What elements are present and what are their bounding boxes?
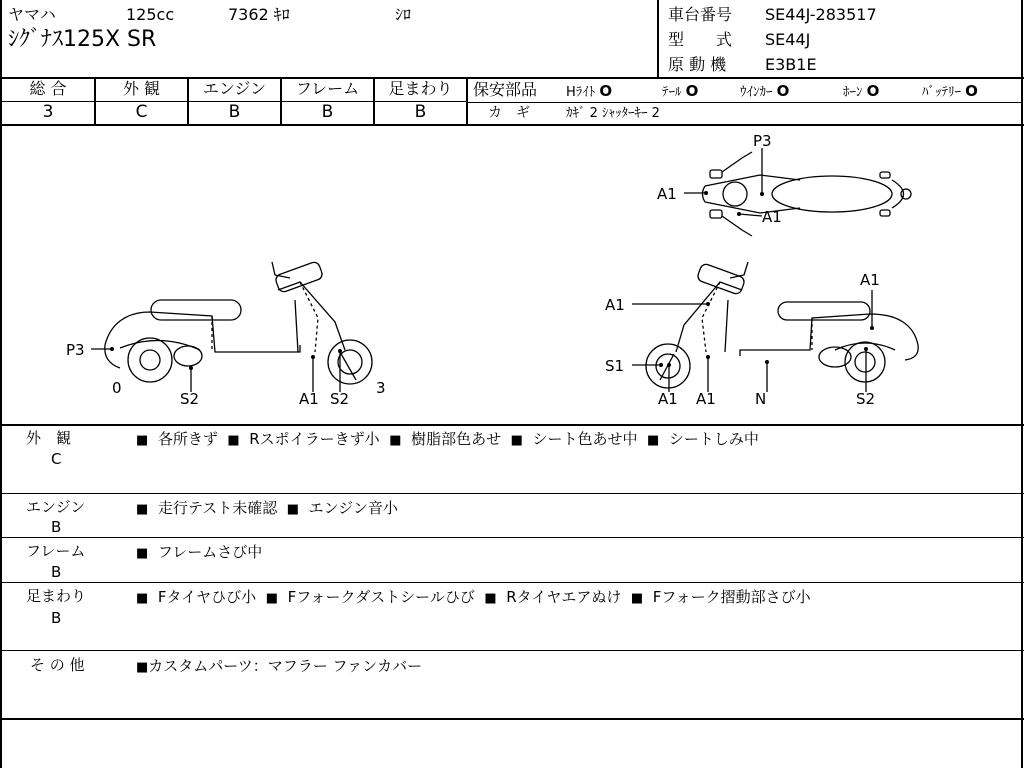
right-label-s1: S1: [605, 357, 625, 375]
section-frame-grade: B: [51, 563, 62, 581]
top-label-a1-left: A1: [657, 185, 677, 203]
section-other-notes: ■カスタムパーツ：マフラー ファンカバー: [136, 657, 423, 675]
rating-value-frame: B: [321, 102, 334, 122]
section-suspension-grade: B: [51, 609, 62, 627]
note: シート色あせ中: [532, 430, 638, 448]
model-name: ｼｸﾞﾅｽ125X SR: [8, 27, 157, 52]
left-label-p3: P3: [66, 341, 85, 359]
safety-item-battery: ﾊﾞｯﾃﾘｰ O: [922, 82, 978, 100]
top-label-a1-right: A1: [762, 208, 782, 226]
safety-item-tail: ﾃｰﾙ O: [662, 82, 699, 100]
note: 各所きず: [157, 430, 218, 448]
note: エンジン音小: [308, 499, 398, 517]
rule-col5: [466, 78, 468, 125]
left-label-a1: A1: [299, 390, 319, 408]
right-label-a1-wheel: A1: [658, 390, 678, 408]
rule-sec1: [0, 493, 1024, 494]
safety-item-horn: ﾎｰﾝ O: [843, 82, 880, 100]
safety-item-headlight: Hﾗｲﾄ O: [566, 82, 613, 100]
top-label-p3: P3: [753, 132, 772, 150]
rating-header-engine: エンジン: [202, 79, 267, 98]
key-label: カ ギ: [488, 105, 530, 121]
engine-label: 原 動 機: [668, 55, 727, 74]
section-frame-notes: ■ フレームさび中: [136, 543, 263, 561]
note: Rタイヤエアぬけ: [506, 588, 622, 606]
right-label-a1-seat: A1: [860, 271, 880, 289]
left-label-s2-front: S2: [330, 390, 350, 408]
section-engine-title: エンジン: [26, 498, 86, 516]
mileage: 7362 ｷﾛ: [228, 5, 290, 24]
left-label-s2-rear: S2: [180, 390, 200, 408]
section-exterior-notes: ■ 各所きず ■ Rスポイラーきず小 ■ 樹脂部色あせ ■ シート色あせ中 ■ シートしみ中: [136, 430, 759, 448]
note: フレームさび中: [157, 543, 263, 561]
rating-header-overall: 総 合: [29, 79, 67, 98]
section-other-title: そ の 他: [30, 656, 85, 674]
rating-value-suspension: B: [414, 102, 427, 122]
rating-value-engine: B: [228, 102, 241, 122]
rule-sec3: [0, 582, 1024, 583]
section-exterior-title: 外 観: [26, 429, 72, 447]
displacement: 125cc: [126, 5, 175, 24]
scooter-top-view: [703, 152, 912, 236]
left-label-0: 0: [112, 379, 122, 397]
note: Fフォーク摺動部さび小: [652, 588, 811, 606]
note: カスタムパーツ：マフラー ファンカバー: [148, 657, 423, 675]
rating-value-overall: 3: [42, 102, 54, 122]
section-frame-title: フレーム: [26, 542, 86, 560]
left-label-3: 3: [376, 379, 386, 397]
rating-header-suspension: 足まわり: [388, 79, 453, 98]
damage-diagram: [0, 126, 1022, 424]
section-suspension-notes: ■ Fタイヤひび小 ■ Fフォークダストシールひび ■ Rタイヤエアぬけ ■ Fフォーク摺動部さび小: [136, 588, 811, 606]
note: シートしみ中: [668, 430, 759, 448]
right-label-s2: S2: [856, 390, 876, 408]
rating-header-exterior: 外 観: [122, 79, 161, 98]
frame-number-label: 車台番号: [668, 5, 733, 24]
section-engine-grade: B: [51, 518, 62, 536]
type-label: 型 式: [668, 30, 733, 49]
rule-diagram-bottom: [0, 424, 1024, 426]
note: Fフォークダストシールひび: [287, 588, 475, 606]
rule-sec4: [0, 650, 1024, 651]
rule-header-split: [657, 0, 659, 78]
maker: ヤマハ: [8, 5, 56, 24]
rating-header-frame: フレーム: [295, 79, 360, 98]
frame-number: SE44J-283517: [765, 5, 877, 24]
body-color: ｼﾛ: [395, 5, 412, 24]
scooter-left-side: [105, 261, 372, 384]
rating-value-exterior: C: [135, 102, 148, 122]
right-label-a1-handle: A1: [605, 296, 625, 314]
section-exterior-grade: C: [51, 450, 62, 468]
note: Rスポイラーきず小: [249, 430, 380, 448]
section-engine-notes: ■ 走行テスト未確認 ■ エンジン音小: [136, 499, 398, 517]
right-label-n: N: [755, 390, 767, 408]
note: 樹脂部色あせ: [411, 430, 502, 448]
type-value: SE44J: [765, 30, 811, 49]
key-value: ｶｷﾞ 2 ｼｬｯﾀｰｷｰ 2: [566, 106, 660, 121]
safety-item-winker: ｳｲﾝｶｰ O: [740, 82, 790, 100]
note: Fタイヤひび小: [157, 588, 257, 606]
right-label-a1-front: A1: [696, 390, 716, 408]
section-suspension-title: 足まわり: [26, 587, 87, 605]
rule-sec5: [0, 718, 1024, 720]
rule-sec2: [0, 537, 1024, 538]
note: 走行テスト未確認: [157, 499, 278, 517]
engine-value: E3B1E: [765, 55, 817, 74]
safety-label: 保安部品: [473, 80, 538, 99]
